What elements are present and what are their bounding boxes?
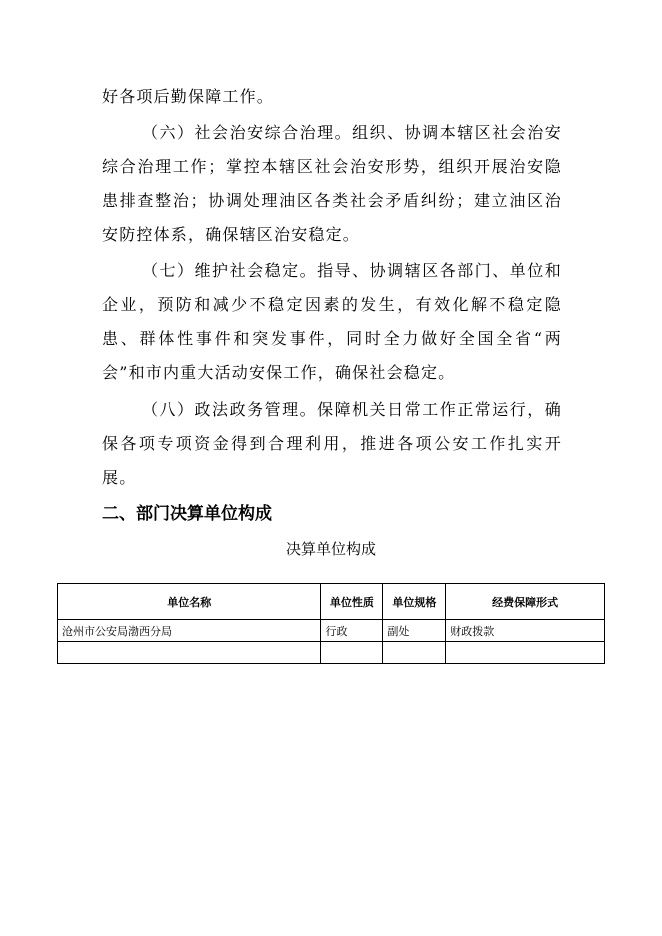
cell-unit-level: 副处 (383, 620, 446, 642)
cell-funding-form: 财政拨款 (446, 620, 605, 642)
table-header-row (58, 584, 605, 620)
section-heading: 二、部门决算单位构成 (102, 504, 272, 524)
table-row (58, 620, 605, 642)
cell-unit-level (383, 642, 446, 664)
header-unit-name: 单位名称 (58, 584, 321, 620)
header-unit-nature: 单位性质 (321, 584, 383, 620)
paragraph-continuation: 好各项后勤保障工作。 (102, 87, 275, 106)
table-title: 决算单位构成 (285, 540, 376, 558)
header-funding-form: 经费保障形式 (446, 584, 605, 620)
table-row (58, 642, 605, 664)
cell-unit-name: 沧州市公安局渤西分局 (58, 620, 321, 642)
header-unit-level: 单位规格 (383, 584, 446, 620)
budget-unit-table (57, 583, 605, 664)
cell-unit-nature: 行政 (321, 620, 383, 642)
paragraph-six: （六）社会治安综合治理。组织、协调本辖区社会治安综合治理工作；掌控本辖区社会治安形势，组织开展治安隐患排查整治；协调处理油区各类社会矛盾纠纷；建立油区治安防控体系，确保辖区治安稳定。 (102, 123, 562, 244)
cell-funding-form (446, 642, 605, 664)
paragraph-eight: （八）政法政务管理。保障机关日常工作正常运行，确保各项专项资金得到合理利用，推进各项公安工作扎实开展。 (102, 400, 562, 487)
cell-unit-name (58, 642, 321, 664)
cell-unit-nature (321, 642, 383, 664)
paragraph-seven: （七）维护社会稳定。指导、协调辖区各部门、单位和企业，预防和减少不稳定因素的发生，有效化解不稳定隐患、群体性事件和突发事件，同时全力做好全国全省“两会”和市内重大活动安保工作，确保社会稳定。 (102, 261, 562, 382)
